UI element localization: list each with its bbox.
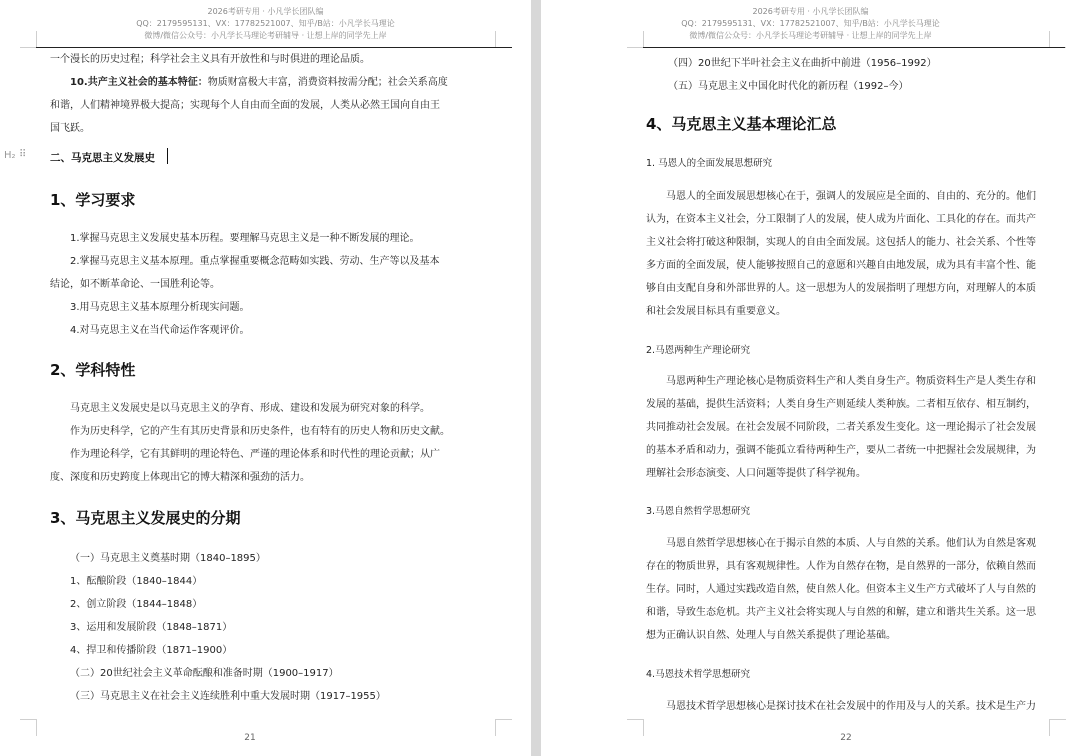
paragraph[interactable]: 马恩两种生产理论核心是物质资料生产和人类自身生产。物质资料生产是人类生存和 bbox=[666, 376, 1036, 387]
list-item[interactable]: （五）马克思主义中国化时代化的新历程（1992–今） bbox=[668, 81, 909, 92]
list-item[interactable]: 4、捍卫和传播阶段（1871–1900） bbox=[70, 645, 233, 656]
document-page-22[interactable] bbox=[541, 0, 1080, 756]
subsection-title[interactable]: 2.马恩两种生产理论研究 bbox=[646, 345, 751, 356]
header-rule bbox=[643, 47, 1065, 48]
paragraph[interactable]: 认为，在资本主义社会，分工限制了人的发展，使人成为片面化、工具化的存在。而共产 bbox=[646, 214, 1036, 225]
paragraph[interactable]: 想为正确认识自然、处理人与自然关系提供了理论基础。 bbox=[646, 630, 896, 641]
list-item[interactable]: （一）马克思主义奠基时期（1840–1895） bbox=[70, 553, 266, 564]
paragraph[interactable]: 马克思主义发展史是以马克思主义的孕育、形成、建设和发展为研究对象的科学。 bbox=[70, 403, 430, 414]
header-line-2: QQ：2179595131、VX：17782521007、知乎/B站：小凡学长马理论 bbox=[681, 19, 940, 28]
paragraph[interactable]: 马恩人的全面发展思想核心在于，强调人的发展应是全面的、自由的、充分的。他们 bbox=[666, 191, 1036, 202]
list-item[interactable]: 1、酝酿阶段（1840–1844） bbox=[70, 576, 203, 587]
list-item[interactable]: 2.掌握马克思主义基本原理。重点掌握重要概念范畴如实践、劳动、生产等以及基本 bbox=[70, 256, 440, 267]
heading-periodization[interactable]: 3、马克思主义发展史的分期 bbox=[50, 509, 241, 527]
heading-study-requirements[interactable]: 1、学习要求 bbox=[50, 191, 136, 209]
paragraph[interactable]: 马恩自然哲学思想核心在于揭示自然的本质、人与自然的关系。他们认为自然是客观 bbox=[666, 538, 1036, 549]
header-line-1: 2026考研专用 · 小凡学长团队编 bbox=[207, 7, 324, 16]
paragraph[interactable]: 共同推动社会发展。在社会发展不同阶段，二者关系发生变化。这一理论揭示了社会发展 bbox=[646, 422, 1036, 433]
subsection-title[interactable]: 3.马恩自然哲学思想研究 bbox=[646, 506, 751, 517]
subsection-title[interactable]: 1. 马恩人的全面发展思想研究 bbox=[646, 158, 773, 169]
paragraph[interactable]: 和谐，人们精神境界极大提高；实现每个人自由而全面的发展，人类从必然王国向自由王 bbox=[50, 100, 440, 111]
page-number: 22 bbox=[840, 733, 852, 743]
paragraph[interactable]: 马恩技术哲学思想核心是探讨技术在社会发展中的作用及与人的关系。技术是生产力 bbox=[666, 701, 1036, 712]
paragraph[interactable]: 多方面的全面发展，使人能够按照自己的意愿和兴趣自由地发展，成为具有丰富个性、能 bbox=[646, 260, 1036, 271]
list-item[interactable]: （二）20世纪社会主义革命酝酿和准备时期（1900–1917） bbox=[70, 668, 339, 679]
list-item[interactable]: 结论，如不断革命论、一国胜利论等。 bbox=[50, 279, 220, 290]
page-gap bbox=[531, 0, 541, 756]
list-item[interactable]: 2、创立阶段（1844–1848） bbox=[70, 599, 203, 610]
margin-corner-mark bbox=[627, 719, 644, 736]
heading-subject-traits[interactable]: 2、学科特性 bbox=[50, 361, 136, 379]
header-line-2: QQ：2179595131、VX：17782521007、知乎/B站：小凡学长马理论 bbox=[136, 19, 395, 28]
document-page-21[interactable] bbox=[0, 0, 531, 756]
list-item[interactable]: 3、运用和发展阶段（1848–1871） bbox=[70, 622, 233, 633]
paragraph[interactable]: 发展的基础，提供生活资料；人类自身生产则延续人类种族。二者相互依存、相互制约， bbox=[646, 399, 1036, 410]
paragraph[interactable]: 作为理论科学，它有其鲜明的理论特色、严谨的理论体系和时代性的理论贡献；从广 bbox=[70, 449, 440, 460]
paragraph[interactable]: 的基本矛盾和动力，强调不能孤立看待两种生产，要从二者统一中把握社会发展规律，为 bbox=[646, 445, 1036, 456]
subsection-title[interactable]: 4.马恩技术哲学思想研究 bbox=[646, 669, 751, 680]
paragraph[interactable] bbox=[70, 72, 448, 95]
paragraph[interactable]: 和社会发展目标具有重要意义。 bbox=[646, 306, 786, 317]
header-rule bbox=[36, 47, 512, 48]
paragraph[interactable]: 生存。同时，人通过实践改造自然，使自然人化。但资本主义生产方式破坏了人与自然的 bbox=[646, 584, 1036, 595]
heading-level-tag[interactable]: H₂ bbox=[4, 150, 16, 161]
page-number: 21 bbox=[244, 733, 256, 743]
list-item[interactable]: （四）20世纪下半叶社会主义在曲折中前进（1956–1992） bbox=[668, 58, 937, 69]
header-line-1: 2026考研专用 · 小凡学长团队编 bbox=[752, 7, 869, 16]
header-line-3: 微博/微信公众号：小凡学长马理论考研辅导 · 让想上岸的同学先上岸 bbox=[689, 31, 932, 40]
page-header bbox=[0, 6, 531, 42]
paragraph[interactable]: 一个漫长的历史过程；科学社会主义具有开放性和与时俱进的理论品质。 bbox=[50, 54, 370, 65]
header-line-3: 微博/微信公众号：小凡学长马理论考研辅导 · 让想上岸的同学先上岸 bbox=[144, 31, 387, 40]
drag-handle-icon[interactable]: ⠿ bbox=[19, 149, 26, 160]
bold-term: 10.共产主义社会的基本特征： bbox=[70, 77, 208, 88]
margin-corner-mark bbox=[20, 719, 37, 736]
section-heading[interactable]: 二、马克思主义发展史 bbox=[50, 152, 155, 164]
heading-theory-summary[interactable]: 4、马克思主义基本理论汇总 bbox=[646, 115, 837, 133]
list-item[interactable]: 4.对马克思主义在当代命运作客观评价。 bbox=[70, 325, 250, 336]
paragraph[interactable]: 国飞跃。 bbox=[50, 123, 90, 134]
paragraph[interactable]: 作为历史科学，它的产生有其历史背景和历史条件，也有特有的历史人物和历史文献。 bbox=[70, 426, 450, 437]
text-cursor bbox=[167, 148, 168, 164]
paragraph[interactable]: 和谐，导致生态危机。共产主义社会将实现人与自然的和解，建立和谐共生关系。这一思 bbox=[646, 607, 1036, 618]
list-item[interactable]: 1.掌握马克思主义发展史基本历程。要理解马克思主义是一种不断发展的理论。 bbox=[70, 233, 420, 244]
list-item[interactable]: 3.用马克思主义基本原理分析现实问题。 bbox=[70, 302, 250, 313]
paragraph[interactable]: 主义社会将打破这种限制，实现人的自由全面发展。这包括人的能力、社会关系、个性等 bbox=[646, 237, 1036, 248]
paragraph[interactable]: 度、深度和历史跨度上体现出它的博大精深和强劲的活力。 bbox=[50, 472, 310, 483]
page-header bbox=[541, 6, 1080, 42]
margin-corner-mark bbox=[1049, 719, 1066, 736]
margin-corner-mark bbox=[495, 719, 512, 736]
paragraph[interactable]: 理解社会形态演变、人口问题等提供了科学视角。 bbox=[646, 468, 866, 479]
paragraph[interactable]: 够自由支配自身和外部世界的人。这一思想为人的发展指明了理想方向，对理解人的本质 bbox=[646, 283, 1036, 294]
paragraph[interactable]: 存在的物质世界，具有客观规律性。人作为自然存在物，是自然界的一部分，依赖自然而 bbox=[646, 561, 1036, 572]
paragraph-text: 物质财富极大丰富，消费资料按需分配；社会关系高度 bbox=[207, 77, 448, 88]
list-item[interactable]: （三）马克思主义在社会主义连续胜利中重大发展时期（1917–1955） bbox=[70, 691, 386, 702]
